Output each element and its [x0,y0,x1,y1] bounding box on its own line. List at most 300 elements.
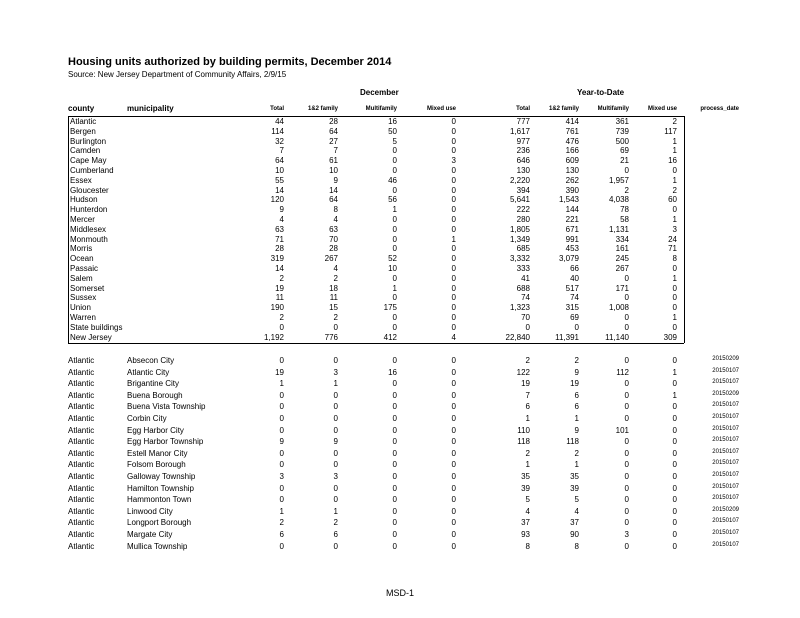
municipality-name: Mullica Township [127,541,188,551]
value-cell: 1 [333,506,338,516]
process-date: 20150107 [712,414,739,420]
value-cell: 0 [672,483,677,493]
value-cell: 52 [388,254,397,264]
value-cell: 0 [392,518,397,528]
value-cell: 0 [451,530,456,539]
value-cell: 6 [333,530,338,539]
value-cell: 0 [451,379,456,389]
value-cell: 175 [383,303,397,313]
value-cell: 11 [275,293,284,303]
county-name: Atlantic [68,425,95,435]
value-cell: 0 [451,136,456,146]
value-cell: 0 [624,518,629,528]
value-cell: 11,391 [555,332,579,342]
process-date: 20150107 [712,448,739,455]
value-cell: 7 [525,390,530,400]
value-cell: 0 [451,303,456,313]
county-name: Cumberland [70,166,114,175]
value-cell: 0 [451,195,456,205]
value-cell: 0 [451,283,456,293]
value-cell: 0 [624,293,629,303]
value-cell: 0 [672,322,677,332]
process-date: 20150107 [712,437,739,444]
report-source: Source: New Jersey Department of Community Affairs, 2/9/15 [68,70,287,79]
value-cell: 0 [392,437,397,447]
value-cell: 0 [451,264,456,273]
value-cell: 0 [279,541,284,551]
value-cell: 21 [620,156,629,166]
value-cell: 2 [279,273,284,283]
process-date: 20150209 [712,506,739,513]
process-date: 20150107 [712,530,739,536]
value-cell: 0 [333,425,338,435]
value-cell: 0 [333,495,338,505]
value-cell: 414 [565,117,579,126]
value-cell: 55 [275,175,284,185]
value-cell: 2 [525,356,530,365]
value-cell: 3 [672,224,677,234]
value-cell: 309 [663,332,677,342]
value-cell: 2 [279,313,284,322]
value-cell: 16 [388,367,397,377]
value-cell: 39 [570,483,579,493]
value-cell: 334 [615,234,629,244]
value-cell: 0 [279,460,284,470]
county-name: Salem [70,273,93,283]
value-cell: 977 [516,136,530,146]
county-name: New Jersey [70,332,112,342]
value-cell: 0 [392,448,397,458]
value-cell: 0 [451,254,456,264]
value-cell: 24 [668,234,677,244]
value-cell: 0 [451,126,456,136]
value-cell: 0 [333,460,338,470]
process-date: 20150107 [712,402,739,409]
value-cell: 64 [329,126,338,136]
value-cell: 0 [392,379,397,389]
value-cell: 262 [565,175,579,185]
value-cell: 3 [279,472,284,481]
municipality-name: Egg Harbor Township [127,437,204,447]
value-cell: 56 [388,195,397,205]
value-cell: 2 [574,448,579,458]
value-cell: 3 [333,472,338,481]
value-cell: 11 [329,293,338,303]
value-cell: 16 [388,117,397,126]
value-cell: 1 [333,379,338,389]
process-date: 20150107 [712,379,739,386]
county-name: Morris [70,244,93,254]
value-cell: 1 [672,175,677,185]
value-cell: 0 [392,273,397,283]
value-cell: 161 [615,244,629,254]
value-cell: 0 [624,506,629,516]
value-cell: 122 [516,367,530,377]
value-cell: 2 [624,185,629,195]
value-cell: 1,617 [509,126,530,136]
value-cell: 361 [615,117,629,126]
value-cell: 390 [565,185,579,195]
value-cell: 0 [392,244,397,254]
value-cell: 69 [570,313,579,322]
value-cell: 0 [672,356,677,365]
value-cell: 46 [388,175,397,185]
value-cell: 0 [392,156,397,166]
value-cell: 14 [275,264,284,273]
value-cell: 4,038 [608,195,629,205]
value-cell: 1 [279,506,284,516]
value-cell: 319 [270,254,284,264]
value-cell: 8 [672,254,677,264]
value-cell: 50 [388,126,397,136]
value-cell: 10 [388,264,397,273]
value-cell: 2 [333,313,338,322]
municipality-name: Corbin City [127,414,167,423]
value-cell: 3,332 [509,254,530,264]
value-cell: 739 [615,126,629,136]
value-cell: 0 [451,117,456,126]
value-cell: 0 [451,472,456,481]
value-cell: 0 [333,390,338,400]
value-cell: 35 [521,472,530,481]
value-cell: 64 [275,156,284,166]
value-cell: 0 [392,293,397,303]
value-cell: 476 [565,136,579,146]
value-cell: 776 [324,332,338,342]
municipality-name: Absecon City [127,356,175,365]
value-cell: 500 [615,136,629,146]
value-cell: 0 [392,215,397,224]
value-cell: 0 [672,283,677,293]
value-cell: 0 [624,356,629,365]
municipality-name: Brigantine City [127,379,180,389]
value-cell: 8 [574,541,579,551]
value-cell: 0 [451,437,456,447]
value-cell: 267 [324,254,338,264]
value-cell: 0 [624,448,629,458]
value-cell: 4 [525,506,530,516]
municipality-name: Hammonton Town [127,495,192,505]
value-cell: 0 [392,234,397,244]
value-cell: 0 [392,322,397,332]
value-cell: 6 [574,402,579,412]
value-cell: 453 [565,244,579,254]
value-cell: 14 [329,185,338,195]
value-cell: 0 [451,448,456,458]
value-cell: 0 [672,460,677,470]
value-cell: 1 [672,215,677,224]
header-family: 1&2 family [307,106,338,112]
value-cell: 646 [516,156,530,166]
header-ytd-mixed-use: Mixed use [647,106,677,112]
value-cell: 1,008 [608,303,629,313]
value-cell: 0 [451,322,456,332]
value-cell: 144 [565,205,579,215]
value-cell: 32 [275,136,284,146]
header-process-date: process_date [700,106,739,112]
value-cell: 0 [392,224,397,234]
value-cell: 44 [275,117,284,126]
value-cell: 0 [672,205,677,215]
value-cell: 0 [672,402,677,412]
value-cell: 118 [566,437,579,447]
value-cell: 1,349 [509,234,530,244]
county-name: Atlantic [68,356,95,365]
value-cell: 517 [565,283,579,293]
value-cell: 19 [275,367,284,377]
report-title: Housing units authorized by building permits, December 2014 [68,56,392,68]
value-cell: 0 [451,224,456,234]
value-cell: 58 [620,215,629,224]
header-ytd-multifamily: Multifamily [597,106,629,112]
value-cell: 0 [392,541,397,551]
municipality-name: Egg Harbor City [127,425,184,435]
value-cell: 3,079 [558,254,579,264]
value-cell: 1 [392,283,397,293]
value-cell: 9 [333,437,338,447]
value-cell: 2 [279,518,284,528]
value-cell: 0 [451,414,456,423]
value-cell: 4 [279,215,284,224]
value-cell: 40 [570,273,579,283]
county-name: Sussex [70,293,97,303]
value-cell: 0 [392,185,397,195]
value-cell: 1 [392,205,397,215]
value-cell: 0 [672,506,677,516]
county-name: Atlantic [68,390,95,400]
county-name: Camden [70,146,101,156]
value-cell: 0 [624,483,629,493]
value-cell: 166 [565,146,579,156]
value-cell: 0 [451,244,456,254]
value-cell: 37 [570,518,579,528]
value-cell: 7 [279,146,284,156]
county-name: Atlantic [68,506,95,516]
header-ytd-family: 1&2 family [548,106,579,112]
county-name: Warren [70,313,96,322]
municipality-name: Hamilton Township [127,483,194,493]
value-cell: 0 [624,166,629,175]
value-cell: 1 [525,460,530,470]
value-cell: 0 [624,390,629,400]
value-cell: 0 [451,146,456,156]
value-cell: 267 [615,264,629,273]
value-cell: 0 [624,437,629,447]
value-cell: 0 [333,356,338,365]
value-cell: 0 [392,530,397,539]
value-cell: 1,323 [509,303,530,313]
value-cell: 1 [574,460,579,470]
value-cell: 93 [521,530,530,539]
value-cell: 777 [516,117,530,126]
value-cell: 609 [565,156,579,166]
municipality-name: Estell Manor City [127,448,188,458]
municipality-name: Galloway Township [127,472,196,481]
value-cell: 685 [516,244,530,254]
value-cell: 1 [279,379,284,389]
value-cell: 0 [451,367,456,377]
value-cell: 10 [275,166,284,175]
county-name: Bergen [70,126,96,136]
value-cell: 9 [574,367,579,377]
value-cell: 0 [333,541,338,551]
county-name: Gloucester [70,185,109,195]
value-cell: 0 [279,322,284,332]
value-cell: 2 [525,448,530,458]
page-footer: MSD-1 [385,588,414,598]
value-cell: 0 [279,483,284,493]
value-cell: 130 [516,166,530,175]
value-cell: 333 [516,264,530,273]
header-ytd-total: Total [516,106,530,112]
value-cell: 71 [275,234,284,244]
value-cell: 0 [624,402,629,412]
value-cell: 60 [668,195,677,205]
process-date: 20150107 [712,472,739,478]
value-cell: 0 [392,495,397,505]
value-cell: 0 [624,414,629,423]
value-cell: 0 [525,322,530,332]
value-cell: 221 [565,215,579,224]
value-cell: 71 [668,244,677,254]
value-cell: 0 [333,402,338,412]
value-cell: 0 [672,414,677,423]
value-cell: 11,140 [605,332,629,342]
value-cell: 10 [329,166,338,175]
value-cell: 78 [620,205,629,215]
value-cell: 0 [279,495,284,505]
value-cell: 0 [451,506,456,516]
value-cell: 0 [672,518,677,528]
value-cell: 0 [624,541,629,551]
value-cell: 2 [574,356,579,365]
county-name: Cape May [70,156,107,166]
value-cell: 0 [333,483,338,493]
value-cell: 37 [521,518,530,528]
municipality-name: Buena Vista Township [127,402,206,412]
county-name: Atlantic [68,437,95,447]
county-table-rule-bottom [68,343,684,344]
value-cell: 18 [329,283,338,293]
value-cell: 0 [451,518,456,528]
county-name: Essex [70,175,92,185]
value-cell: 0 [392,483,397,493]
county-name: Somerset [70,283,105,293]
value-cell: 41 [521,273,530,283]
value-cell: 1 [574,414,579,423]
value-cell: 35 [570,472,579,481]
value-cell: 0 [392,146,397,156]
value-cell: 0 [451,402,456,412]
value-cell: 1 [672,136,677,146]
value-cell: 1 [672,313,677,322]
value-cell: 0 [392,390,397,400]
value-cell: 0 [279,356,284,365]
value-cell: 117 [664,126,677,136]
county-name: Monmouth [70,234,108,244]
value-cell: 0 [392,472,397,481]
municipality-name: Margate City [127,530,173,539]
county-name: Hudson [70,195,98,205]
header-total: Total [270,106,284,112]
process-date: 20150107 [712,495,739,502]
header-municipality: municipality [127,104,174,113]
value-cell: 761 [565,126,579,136]
value-cell: 0 [451,460,456,470]
group-ytd: Year-to-Date [577,88,625,97]
value-cell: 3 [624,530,629,539]
value-cell: 0 [451,483,456,493]
value-cell: 74 [570,293,579,303]
value-cell: 0 [333,448,338,458]
county-name: Union [70,303,91,313]
value-cell: 0 [574,322,579,332]
municipality-name: Linwood City [127,506,173,516]
value-cell: 0 [451,166,456,175]
value-cell: 1,543 [558,195,579,205]
county-table-rule-left [68,116,69,343]
process-date: 20150107 [712,425,739,432]
value-cell: 0 [279,402,284,412]
value-cell: 0 [672,530,677,539]
county-name: Atlantic [68,402,95,412]
value-cell: 0 [392,460,397,470]
value-cell: 39 [521,483,530,493]
value-cell: 0 [624,460,629,470]
value-cell: 5,641 [509,195,530,205]
value-cell: 0 [451,205,456,215]
value-cell: 28 [329,117,338,126]
value-cell: 0 [451,293,456,303]
county-name: Atlantic [68,495,95,505]
county-name: Atlantic [68,483,95,493]
value-cell: 171 [615,283,629,293]
value-cell: 671 [565,224,579,234]
value-cell: 114 [271,126,284,136]
value-cell: 63 [329,224,338,234]
county-name: Burlington [70,136,107,146]
process-date: 20150209 [712,390,739,397]
value-cell: 0 [392,414,397,423]
value-cell: 0 [451,541,456,551]
county-name: Hunterdon [70,205,108,215]
county-name: Atlantic [68,530,95,539]
value-cell: 19 [521,379,530,389]
value-cell: 0 [624,495,629,505]
value-cell: 4 [451,332,456,342]
value-cell: 14 [275,185,284,195]
value-cell: 4 [574,506,579,516]
value-cell: 120 [270,195,284,205]
value-cell: 688 [516,283,530,293]
county-name: Atlantic [68,379,95,389]
header-county: county [68,104,95,113]
value-cell: 5 [525,495,530,505]
county-name: Atlantic [68,518,95,528]
value-cell: 0 [279,448,284,458]
value-cell: 0 [392,313,397,322]
value-cell: 70 [521,313,530,322]
value-cell: 0 [392,356,397,365]
header-mixed-use: Mixed use [426,106,456,112]
value-cell: 0 [451,495,456,505]
header-multifamily: Multifamily [365,106,397,112]
value-cell: 0 [392,402,397,412]
county-name: Ocean [70,254,94,264]
value-cell: 1,957 [608,175,629,185]
value-cell: 1 [672,390,677,400]
value-cell: 6 [574,390,579,400]
